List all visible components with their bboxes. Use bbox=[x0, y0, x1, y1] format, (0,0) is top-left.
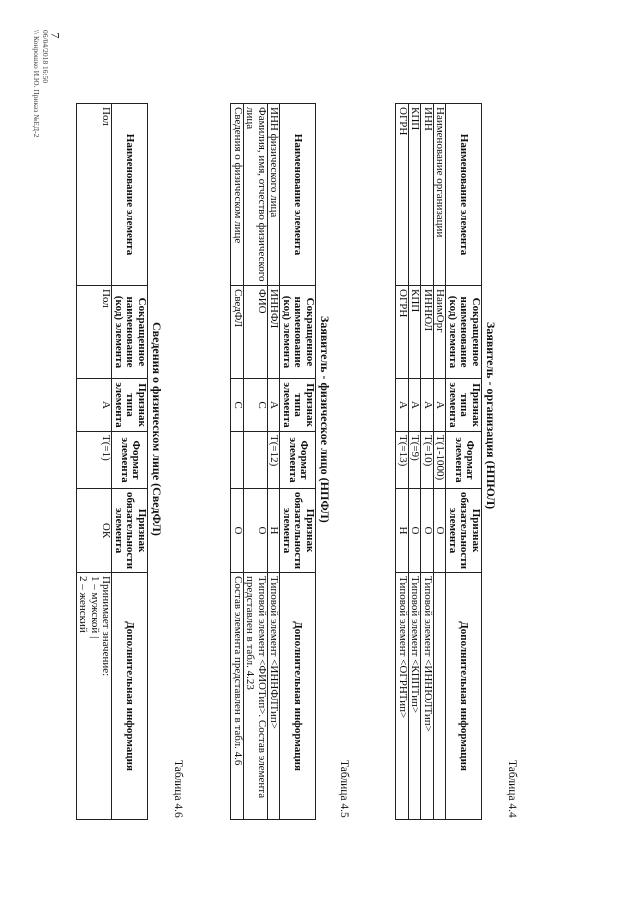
header-info: Дополнительная информация bbox=[112, 573, 148, 820]
table-4-4-label: Таблица 4.4 bbox=[506, 760, 518, 818]
header-name: Наименование элемента bbox=[280, 104, 316, 286]
header-format: Формат элемента bbox=[280, 432, 316, 489]
cell-format: T(=1) bbox=[76, 432, 112, 489]
cell-format: T(=13) bbox=[396, 432, 409, 489]
header-format: Формат элемента bbox=[446, 432, 482, 489]
cell-info: Типовой элемент <ОГРНТип> bbox=[396, 573, 409, 820]
cell-name: ОГРН bbox=[396, 104, 409, 286]
cell-format: T(=12) bbox=[267, 432, 280, 489]
footer-stamp bbox=[32, 30, 50, 137]
header-name: Наименование элемента bbox=[112, 104, 148, 286]
header-required: Признак обязательности элемента bbox=[280, 489, 316, 573]
table-row bbox=[433, 104, 446, 820]
cell-required: Н bbox=[267, 489, 280, 573]
header-code: Сокращенное наименование (код) элемента bbox=[112, 286, 148, 379]
cell-format: T(=9) bbox=[408, 432, 421, 489]
cell-format bbox=[231, 432, 244, 489]
header-info: Дополнительная информация bbox=[280, 573, 316, 820]
cell-code: НаимОрг bbox=[433, 286, 446, 379]
table-4-4 bbox=[395, 103, 482, 820]
cell-required: О bbox=[243, 489, 267, 573]
page-number: 7 bbox=[48, 32, 63, 39]
table-row bbox=[396, 104, 409, 820]
table-4-6-title: Сведения о физическом лице (СведФЛ) bbox=[150, 322, 164, 536]
cell-type: А bbox=[267, 379, 280, 432]
cell-info bbox=[76, 573, 112, 820]
cell-required: О bbox=[421, 489, 434, 573]
cell-format bbox=[243, 432, 267, 489]
cell-required: О bbox=[231, 489, 244, 573]
cell-required: Н bbox=[396, 489, 409, 573]
table-row bbox=[231, 104, 244, 820]
table-row bbox=[267, 104, 280, 820]
cell-type: А bbox=[76, 379, 112, 432]
header-type: Признак типа элемента bbox=[280, 379, 316, 432]
cell-info: Состав элемента представлен в табл. 4.6 bbox=[231, 573, 244, 820]
cell-code: Пол bbox=[76, 286, 112, 379]
table-row bbox=[243, 104, 267, 820]
cell-type: С bbox=[231, 379, 244, 432]
cell-code: КПП bbox=[408, 286, 421, 379]
cell-type: А bbox=[408, 379, 421, 432]
table-row bbox=[76, 104, 112, 820]
header-type: Признак типа элемента bbox=[112, 379, 148, 432]
cell-type: А bbox=[396, 379, 409, 432]
info-line: Принимает значение: bbox=[100, 576, 113, 677]
cell-name: ИНН физического лица bbox=[267, 104, 280, 286]
table-4-4-title: Заявитель - организация (НПЮЛ) bbox=[484, 322, 498, 510]
cell-info: Типовой элемент <ФИОТип>. Состав элемента представлен в табл. 4.23 bbox=[243, 573, 267, 820]
cell-format: T(=10) bbox=[421, 432, 434, 489]
cell-code: ОГРН bbox=[396, 286, 409, 379]
footer-line: \\ Конрошко И.Ю. Приказ №ЕД-2 bbox=[32, 30, 41, 138]
cell-code: ФИО bbox=[243, 286, 267, 379]
header-info: Дополнительная информация bbox=[446, 573, 482, 820]
footer-line: 06/04/2018 16:50 bbox=[41, 30, 50, 84]
cell-name: ИНН bbox=[421, 104, 434, 286]
cell-code: СведФЛ bbox=[231, 286, 244, 379]
table-row bbox=[408, 104, 421, 820]
cell-name: КПП bbox=[408, 104, 421, 286]
cell-required: ОК bbox=[76, 489, 112, 573]
cell-name: Пол bbox=[76, 104, 112, 286]
info-line: 1 – мужской | bbox=[88, 576, 101, 639]
cell-type: С bbox=[243, 379, 267, 432]
cell-code: ИННЮЛ bbox=[421, 286, 434, 379]
info-line: 2 – женский bbox=[77, 576, 90, 633]
table-4-6 bbox=[76, 103, 148, 820]
cell-required: О bbox=[433, 489, 446, 573]
cell-type: А bbox=[421, 379, 434, 432]
cell-info: Типовой элемент <КППТип> bbox=[408, 573, 421, 820]
cell-info: Типовой элемент <ИННФЛТип> bbox=[267, 573, 280, 820]
table-4-5-label: Таблица 4.5 bbox=[338, 760, 350, 818]
header-type: Признак типа элемента bbox=[446, 379, 482, 432]
table-4-6-label: Таблица 4.6 bbox=[172, 760, 184, 818]
header-required: Признак обязательности элемента bbox=[112, 489, 148, 573]
header-code: Сокращенное наименование (код) элемента bbox=[446, 286, 482, 379]
cell-info bbox=[433, 573, 446, 820]
table-4-5-title: Заявитель - физическое лицо (НПФЛ) bbox=[318, 316, 332, 523]
cell-name: Сведения о физическом лице bbox=[231, 104, 244, 286]
header-format: Формат элемента bbox=[112, 432, 148, 489]
table-row bbox=[421, 104, 434, 820]
cell-format: T(1-1000) bbox=[433, 432, 446, 489]
cell-type: А bbox=[433, 379, 446, 432]
cell-required: О bbox=[408, 489, 421, 573]
header-name: Наименование элемента bbox=[446, 104, 482, 286]
header-code: Сокращенное наименование (код) элемента bbox=[280, 286, 316, 379]
table-4-5 bbox=[230, 103, 316, 820]
cell-name: Наименование организации bbox=[433, 104, 446, 286]
cell-info: Типовой элемент <ИННЮЛТип> bbox=[421, 573, 434, 820]
cell-name: Фамилия, имя, отчество физического лица bbox=[243, 104, 267, 286]
cell-code: ИННФЛ bbox=[267, 286, 280, 379]
header-required: Признак обязательности элемента bbox=[446, 489, 482, 573]
